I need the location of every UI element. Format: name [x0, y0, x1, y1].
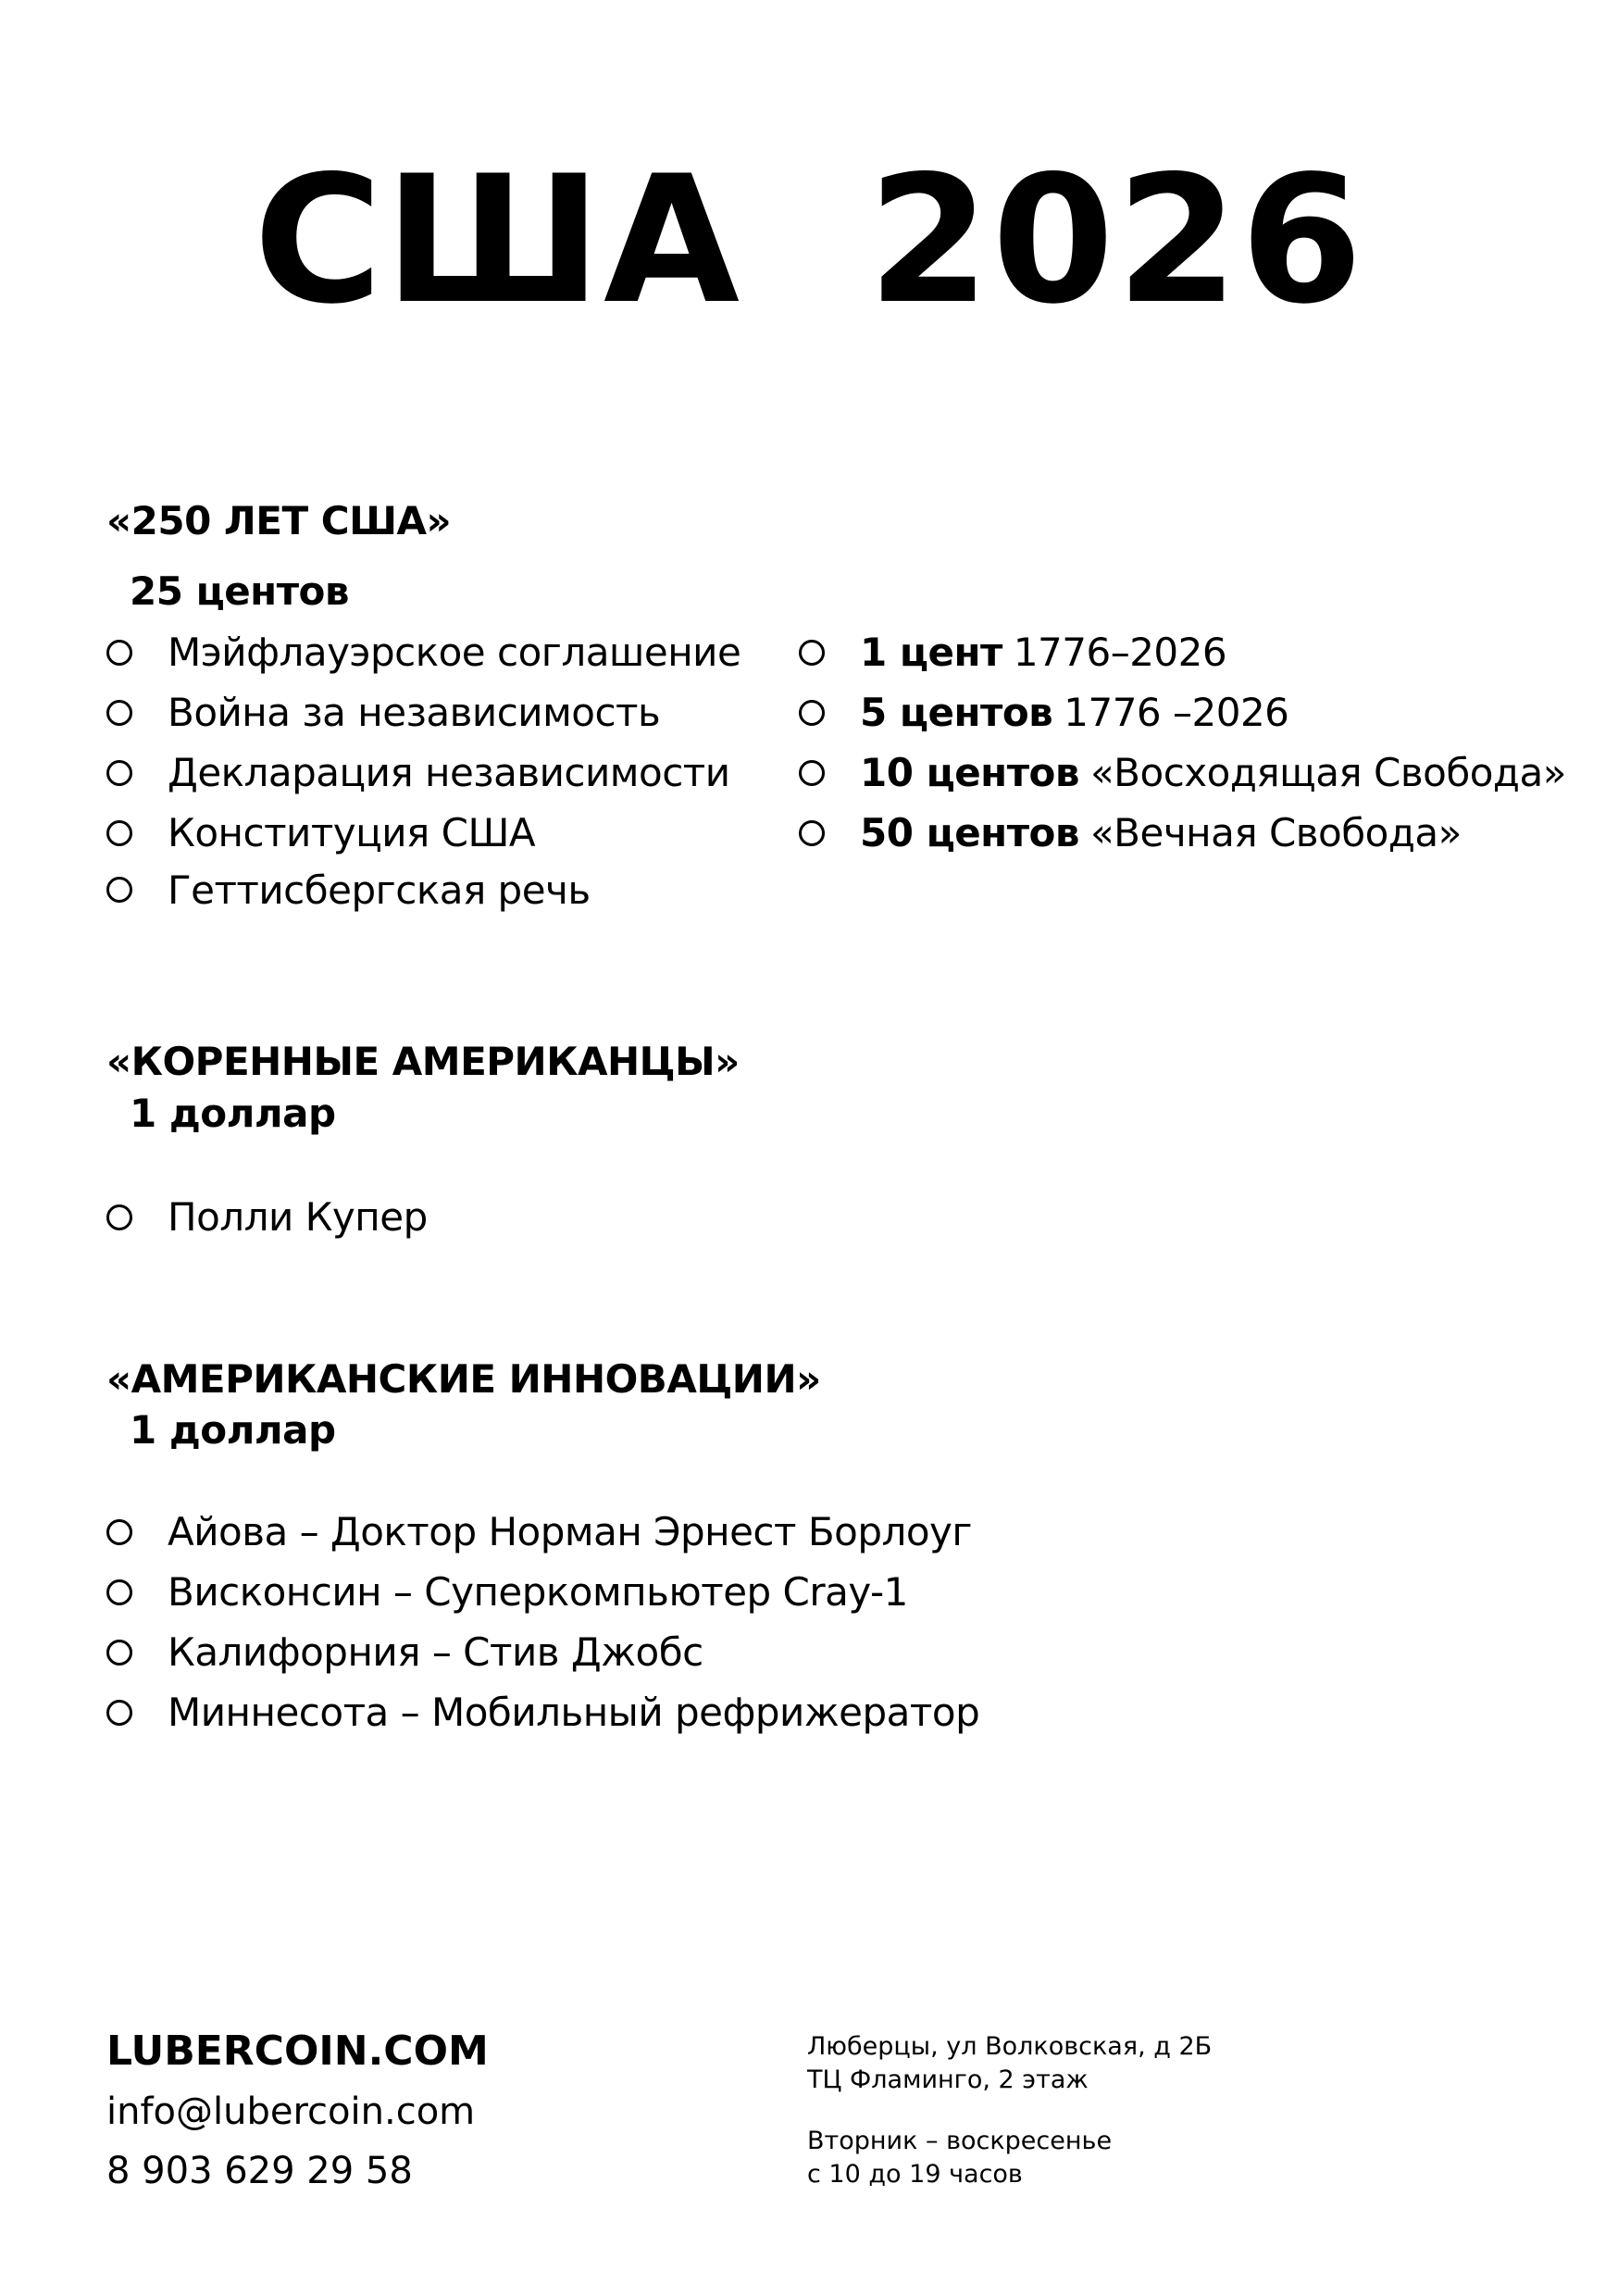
- footer-address-line1: Люберцы, ул Волковская, д 2Б: [807, 2032, 1213, 2061]
- list-item[interactable]: [799, 622, 1566, 682]
- footer-hours-line1: Вторник – воскресенье: [807, 2127, 1113, 2155]
- list-item[interactable]: [799, 742, 1566, 803]
- checkbox-circle-icon[interactable]: [106, 1204, 132, 1230]
- section-title-native-americans: «КОРЕННЫЕ АМЕРИКАНЦЫ»: [106, 1039, 740, 1084]
- checkbox-circle-icon[interactable]: [106, 640, 132, 666]
- item-label: Мэйфлауэрское соглашение: [168, 630, 741, 675]
- list-item[interactable]: [106, 1562, 979, 1622]
- item-label: 1776–2026: [1013, 630, 1227, 675]
- item-label: Война за независимость: [168, 690, 661, 735]
- list-item[interactable]: [106, 1187, 428, 1247]
- item-label: Полли Купер: [168, 1194, 428, 1240]
- checkbox-circle-icon[interactable]: [799, 820, 825, 846]
- item-denomination: 1 цент: [860, 630, 1002, 675]
- footer-address-line2: ТЦ Фламинго, 2 этаж: [807, 2065, 1089, 2094]
- footer-brand[interactable]: LUBERCOIN.COM: [106, 2028, 489, 2075]
- list-item[interactable]: [799, 803, 1566, 863]
- item-label: Конституция США: [168, 810, 536, 855]
- checkbox-circle-icon[interactable]: [106, 1519, 132, 1545]
- checkbox-circle-icon[interactable]: [106, 1640, 132, 1666]
- other-coins-list: [799, 622, 1566, 863]
- footer-hours-line2: с 10 до 19 часов: [807, 2160, 1023, 2189]
- section-denomination-1-dollar: 1 доллар: [130, 1091, 336, 1136]
- checkbox-circle-icon[interactable]: [106, 1579, 132, 1605]
- item-label: Декларация независимости: [168, 750, 730, 795]
- list-item[interactable]: [106, 863, 741, 917]
- item-label: Геттисбергская речь: [168, 867, 591, 913]
- list-item[interactable]: [106, 742, 741, 803]
- item-denomination: 10 центов: [860, 750, 1079, 795]
- quarters-list: [106, 622, 741, 917]
- list-item[interactable]: [106, 803, 741, 863]
- checkbox-circle-icon[interactable]: [106, 877, 132, 903]
- checkbox-circle-icon[interactable]: [799, 640, 825, 666]
- list-item[interactable]: [106, 1502, 979, 1562]
- list-item[interactable]: [106, 682, 741, 742]
- footer-email[interactable]: info@lubercoin.com: [106, 2090, 476, 2133]
- item-label: «Вечная Свобода»: [1089, 810, 1462, 855]
- list-item[interactable]: [106, 1622, 979, 1682]
- item-denomination: 5 центов: [860, 690, 1053, 735]
- item-label: Миннесота – Мобильный рефрижератор: [168, 1690, 980, 1735]
- checkbox-circle-icon[interactable]: [106, 1700, 132, 1726]
- page-title: США 2026: [253, 138, 1365, 343]
- section-title-250-years: «250 ЛЕТ США»: [106, 498, 452, 543]
- list-item[interactable]: [106, 622, 741, 682]
- checkbox-circle-icon[interactable]: [799, 760, 825, 786]
- item-denomination: 50 центов: [860, 810, 1079, 855]
- checkbox-circle-icon[interactable]: [799, 700, 825, 726]
- checkbox-circle-icon[interactable]: [106, 760, 132, 786]
- item-label: Висконсин – Суперкомпьютер Cray-1: [168, 1569, 908, 1615]
- checkbox-circle-icon[interactable]: [106, 820, 132, 846]
- section-denomination-1-dollar: 1 доллар: [130, 1407, 336, 1453]
- section-title-american-innovations: «АМЕРИКАНСКИЕ ИННОВАЦИИ»: [106, 1356, 821, 1402]
- section-denomination-25-cents: 25 центов: [130, 568, 349, 614]
- innovations-list: [106, 1502, 979, 1742]
- item-label: Айова – Доктор Норман Эрнест Борлоуг: [168, 1509, 972, 1554]
- native-americans-list: [106, 1187, 428, 1247]
- footer-phone[interactable]: 8 903 629 29 58: [106, 2150, 413, 2192]
- item-label: 1776 –2026: [1064, 690, 1289, 735]
- list-item[interactable]: [106, 1682, 979, 1742]
- item-label: «Восходящая Свобода»: [1089, 750, 1566, 795]
- list-item[interactable]: [799, 682, 1566, 742]
- item-label: Калифорния – Стив Джобс: [168, 1629, 703, 1675]
- checkbox-circle-icon[interactable]: [106, 700, 132, 726]
